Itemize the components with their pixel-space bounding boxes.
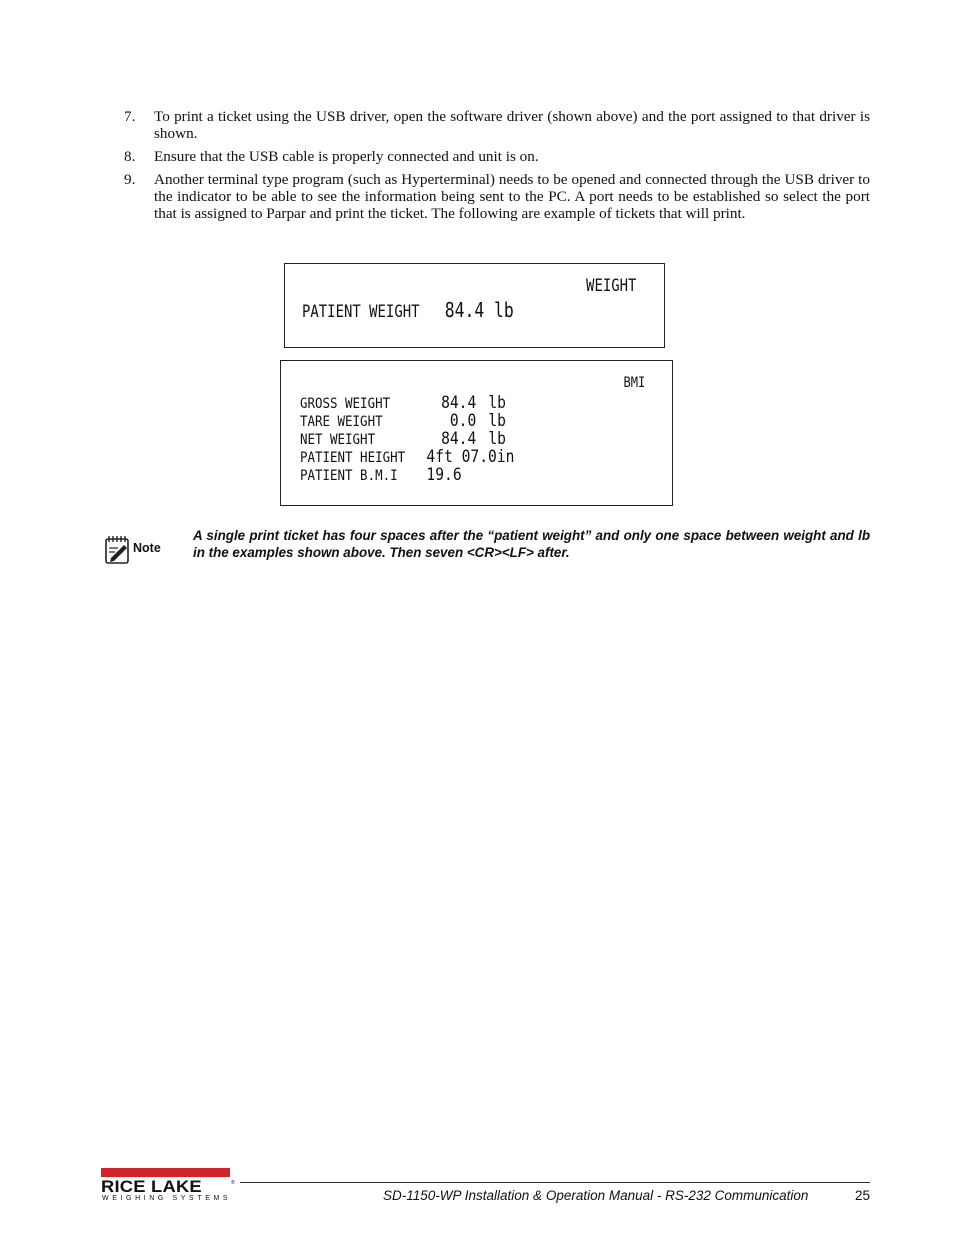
rice-lake-logo — [101, 1168, 233, 1204]
weight-ticket-example — [284, 263, 665, 348]
step-text: Another terminal type program (such as Hyperterminal) needs to be opened and connected through the USB driver to the indicator to be able to see the information being sent to the PC. A port needs to be established so select the port that is assigned to Parpar and print the ticket. The following are example of tickets that will print. — [154, 171, 870, 222]
ticket-line — [302, 298, 514, 322]
note-icon — [104, 535, 132, 565]
ticket-row-net — [300, 429, 514, 447]
row-unit: lb — [488, 393, 506, 413]
ticket-row-gross — [300, 393, 514, 411]
row-label: PATIENT HEIGHT — [300, 450, 406, 466]
ticket-header: BMI — [623, 375, 645, 391]
ticket-row-tare — [300, 411, 514, 429]
row-value: 84.4 — [441, 429, 477, 449]
footer-rule — [240, 1182, 870, 1183]
row-label: GROSS WEIGHT — [300, 396, 391, 412]
row-unit: lb — [488, 429, 506, 449]
logo-bar — [101, 1168, 230, 1177]
row-unit: lb — [488, 411, 506, 431]
row-value: 4ft 07.0in — [426, 447, 515, 467]
row-value: 19.6 — [426, 465, 462, 485]
row-label: TARE WEIGHT — [300, 414, 383, 430]
step-text: To print a ticket using the USB driver, open the software driver (shown above) and the port assigned to that driver is shown. — [154, 108, 870, 142]
logo-brand: RICE LAKE — [101, 1177, 202, 1196]
row-value: 84.4 — [441, 393, 477, 413]
step-9 — [124, 171, 870, 222]
ticket-label: PATIENT WEIGHT — [302, 302, 420, 322]
ticket-rows — [300, 393, 549, 483]
ticket-header: WEIGHT — [585, 276, 636, 296]
footer-title: SD-1150-WP Installation & Operation Manual - RS-232 Communication — [383, 1188, 809, 1203]
ticket-value: 84.4 lb — [444, 298, 514, 322]
ticket-row-bmi — [300, 465, 514, 483]
logo-trademark: ® — [231, 1180, 235, 1186]
step-number: 8. — [124, 148, 136, 165]
step-7 — [124, 108, 870, 142]
logo-subtitle: WEIGHING SYSTEMS — [102, 1195, 232, 1202]
step-8 — [124, 148, 870, 165]
page-number: 25 — [854, 1188, 870, 1203]
row-label: NET WEIGHT — [300, 432, 376, 448]
note-label: Note — [133, 541, 161, 555]
step-number: 7. — [124, 108, 136, 125]
step-number: 9. — [124, 171, 136, 188]
step-text: Ensure that the USB cable is properly connected and unit is on. — [154, 148, 539, 165]
ticket-row-height — [300, 447, 514, 465]
row-label: PATIENT B.M.I — [300, 468, 398, 484]
row-value: 0.0 — [449, 411, 477, 431]
bmi-ticket-example — [280, 360, 673, 506]
note-text: A single print ticket has four spaces after the “patient weight” and only one space between weight and lb in the examples shown above. Then seven <CR><LF> after. — [193, 528, 870, 560]
instruction-steps — [124, 108, 870, 228]
